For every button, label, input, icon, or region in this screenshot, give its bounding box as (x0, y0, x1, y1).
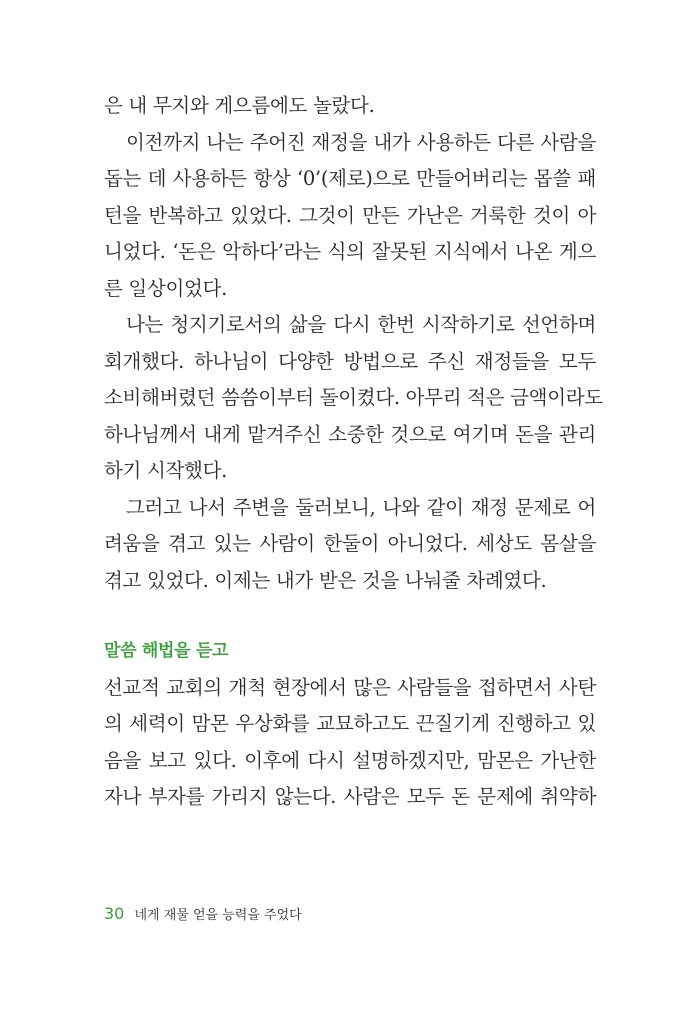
text-line: 자나 부자를 가리지 않는다. 사람은 모두 돈 문제에 취약하 (104, 785, 596, 808)
body-text (104, 88, 603, 816)
text-line: 턴을 반복하고 있었다. 그것이 만든 가난은 거룩한 것이 아 (104, 203, 596, 227)
page-number: 30 (104, 904, 125, 923)
text-line: 은 내 무지와 게으름에도 놀랐다. (104, 94, 375, 117)
text-line: 돕는 데 사용하든 항상 ‘0’(제로)으로 만들어버리는 몹쓸 패 (104, 167, 596, 190)
text-line: 회개했다. 하나님이 다양한 방법으로 주신 재정들을 모두 (104, 349, 596, 373)
text-line: 하기 시작했다. (104, 459, 228, 482)
text-line: 겪고 있었다. 이제는 내가 받은 것을 나눠줄 차례였다. (104, 568, 547, 592)
section-spacer (104, 599, 596, 633)
text-line: 른 일상이었다. (104, 276, 228, 300)
running-title: 네게 재물 얻을 능력을 주었다 (134, 908, 302, 923)
page-footer (104, 904, 302, 923)
text-line: 음을 보고 있다. 이후에 다시 설명하겠지만, 맘몬은 가난한 (104, 748, 596, 772)
text-line: 의 세력이 맘몬 우상화를 교묘하고도 끈질기게 진행하고 있 (104, 712, 596, 735)
section-heading: 말씀 해법을 듣고 (104, 641, 229, 661)
text-line: 려움을 겪고 있는 사람이 한둘이 아니었다. 세상도 몸살을 (104, 532, 596, 555)
text-line: 이전까지 나는 주어진 재정을 내가 사용하든 다른 사람을 (126, 130, 596, 154)
text-line: 소비해버렸던 씀씀이부터 돌이켰다. 아무리 적은 금액이라도 (104, 386, 603, 409)
text-line: 하나님께서 내게 맡겨주신 소중한 것으로 여기며 돈을 관리 (104, 422, 596, 446)
text-line: 니었다. ‘돈은 악하다’라는 식의 잘못된 지식에서 나온 게으 (104, 240, 596, 263)
text-line: 선교적 교회의 개척 현장에서 많은 사람들을 접하면서 사탄 (104, 675, 596, 699)
text-line: 그러고 나서 주변을 둘러보니, 나와 같이 재정 문제로 어 (126, 495, 596, 519)
text-line: 나는 청지기로서의 삶을 다시 한번 시작하기로 선언하며 (126, 313, 596, 336)
